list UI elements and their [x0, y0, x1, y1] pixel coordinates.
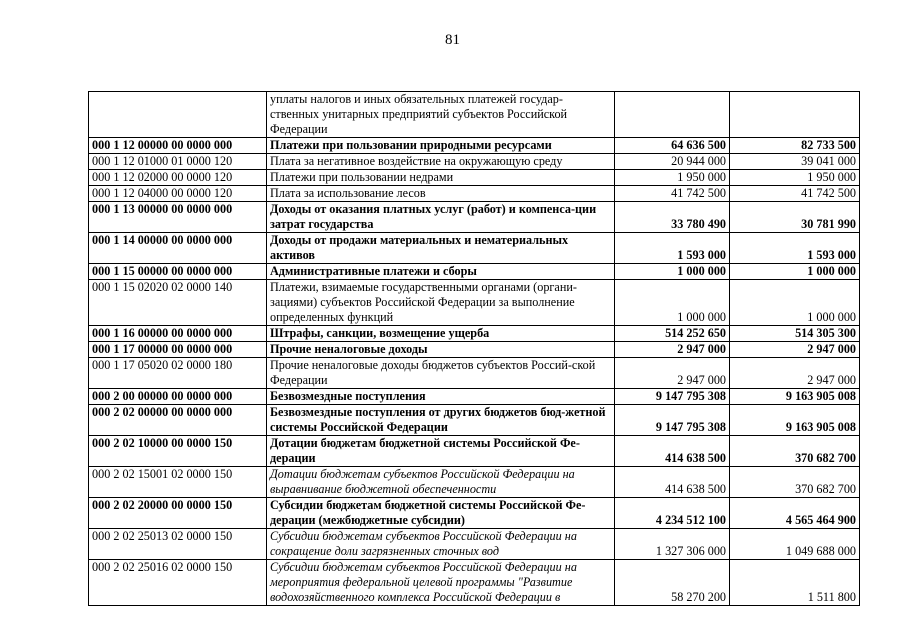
value-year1-cell: 58 270 200 [615, 560, 730, 606]
value-year1-cell: 414 638 500 [615, 467, 730, 498]
value-year2-cell: 2 947 000 [730, 342, 860, 358]
budget-code-cell: 000 1 12 01000 01 0000 120 [89, 154, 267, 170]
value-year1-cell: 1 593 000 [615, 233, 730, 264]
value-year1-cell: 414 638 500 [615, 436, 730, 467]
value-year1-cell: 41 742 500 [615, 186, 730, 202]
budget-code-cell: 000 2 02 25016 02 0000 150 [89, 560, 267, 606]
item-name-cell: Безвозмездные поступления [267, 389, 615, 405]
table-row [89, 186, 860, 202]
item-name-cell: Прочие неналоговые доходы бюджетов субъектов Россий-ской Федерации [267, 358, 615, 389]
item-name-cell: Плата за использование лесов [267, 186, 615, 202]
value-year1-cell: 1 327 306 000 [615, 529, 730, 560]
budget-code-cell: 000 2 02 10000 00 0000 150 [89, 436, 267, 467]
value-year1-cell: 1 950 000 [615, 170, 730, 186]
value-year2-cell: 4 565 464 900 [730, 498, 860, 529]
item-name-cell: Штрафы, санкции, возмещение ущерба [267, 326, 615, 342]
table-row [89, 467, 860, 498]
value-year2-cell: 1 511 800 [730, 560, 860, 606]
table-row [89, 280, 860, 326]
value-year2-cell: 9 163 905 008 [730, 405, 860, 436]
value-year1-cell: 2 947 000 [615, 358, 730, 389]
value-year1-cell: 9 147 795 308 [615, 405, 730, 436]
item-name-cell: Доходы от продажи материальных и нематериальных активов [267, 233, 615, 264]
table-row [89, 264, 860, 280]
value-year2-cell: 39 041 000 [730, 154, 860, 170]
value-year2-cell: 1 000 000 [730, 280, 860, 326]
item-name-cell: Субсидии бюджетам субъектов Российской Федерации на мероприятия федеральной целевой программы "Развитие водохозяйственного комплекса Российской Федерации в [267, 560, 615, 606]
table-row [89, 233, 860, 264]
budget-table-body [89, 92, 860, 606]
value-year1-cell: 514 252 650 [615, 326, 730, 342]
value-year2-cell: 30 781 990 [730, 202, 860, 233]
budget-code-cell: 000 1 13 00000 00 0000 000 [89, 202, 267, 233]
value-year2-cell: 1 049 688 000 [730, 529, 860, 560]
item-name-cell: Платежи при пользовании недрами [267, 170, 615, 186]
budget-table [88, 91, 860, 606]
budget-code-cell: 000 1 14 00000 00 0000 000 [89, 233, 267, 264]
table-row [89, 92, 860, 138]
budget-code-cell: 000 1 17 05020 02 0000 180 [89, 358, 267, 389]
table-row [89, 529, 860, 560]
value-year2-cell: 1 593 000 [730, 233, 860, 264]
value-year1-cell: 64 636 500 [615, 138, 730, 154]
budget-code-cell: 000 2 02 15001 02 0000 150 [89, 467, 267, 498]
table-row [89, 342, 860, 358]
value-year1-cell: 33 780 490 [615, 202, 730, 233]
value-year2-cell: 2 947 000 [730, 358, 860, 389]
item-name-cell: Платежи, взимаемые государственными органами (органи-зациями) субъектов Российской Федерации за выполнение определенных функций [267, 280, 615, 326]
table-row [89, 138, 860, 154]
budget-code-cell: 000 1 17 00000 00 0000 000 [89, 342, 267, 358]
value-year1-cell: 2 947 000 [615, 342, 730, 358]
item-name-cell: Административные платежи и сборы [267, 264, 615, 280]
value-year2-cell: 370 682 700 [730, 467, 860, 498]
budget-code-cell: 000 2 00 00000 00 0000 000 [89, 389, 267, 405]
budget-code-cell: 000 2 02 25013 02 0000 150 [89, 529, 267, 560]
item-name-cell: Субсидии бюджетам субъектов Российской Федерации на сокращение доли загрязненных сточных вод [267, 529, 615, 560]
value-year2-cell: 1 000 000 [730, 264, 860, 280]
table-row [89, 358, 860, 389]
table-row [89, 498, 860, 529]
item-name-cell: Платежи при пользовании природными ресурсами [267, 138, 615, 154]
budget-code-cell: 000 2 02 00000 00 0000 000 [89, 405, 267, 436]
table-row [89, 389, 860, 405]
table-row [89, 326, 860, 342]
value-year2-cell: 9 163 905 008 [730, 389, 860, 405]
item-name-cell: Безвозмездные поступления от других бюджетов бюд-жетной системы Российской Федерации [267, 405, 615, 436]
table-row [89, 560, 860, 606]
budget-code-cell: 000 1 12 02000 00 0000 120 [89, 170, 267, 186]
value-year2-cell: 82 733 500 [730, 138, 860, 154]
budget-code-cell: 000 1 15 02020 02 0000 140 [89, 280, 267, 326]
value-year1-cell [615, 92, 730, 138]
budget-code-cell: 000 1 16 00000 00 0000 000 [89, 326, 267, 342]
value-year1-cell: 1 000 000 [615, 280, 730, 326]
budget-code-cell: 000 1 12 00000 00 0000 000 [89, 138, 267, 154]
table-row [89, 154, 860, 170]
budget-code-cell [89, 92, 267, 138]
value-year1-cell: 20 944 000 [615, 154, 730, 170]
item-name-cell: Прочие неналоговые доходы [267, 342, 615, 358]
budget-code-cell: 000 1 12 04000 00 0000 120 [89, 186, 267, 202]
table-row [89, 436, 860, 467]
item-name-cell: Доходы от оказания платных услуг (работ) и компенса-ции затрат государства [267, 202, 615, 233]
budget-code-cell: 000 1 15 00000 00 0000 000 [89, 264, 267, 280]
value-year1-cell: 9 147 795 308 [615, 389, 730, 405]
budget-code-cell: 000 2 02 20000 00 0000 150 [89, 498, 267, 529]
item-name-cell: Плата за негативное воздействие на окружающую среду [267, 154, 615, 170]
page-number: 81 [445, 32, 460, 48]
item-name-cell: уплаты налогов и иных обязательных платежей государ-ственных унитарных предприятий субъектов Российской Федерации [267, 92, 615, 138]
item-name-cell: Субсидии бюджетам бюджетной системы Российской Фе-дерации (межбюджетные субсидии) [267, 498, 615, 529]
value-year2-cell: 514 305 300 [730, 326, 860, 342]
value-year2-cell: 1 950 000 [730, 170, 860, 186]
item-name-cell: Дотации бюджетам бюджетной системы Российской Фе-дерации [267, 436, 615, 467]
value-year2-cell: 41 742 500 [730, 186, 860, 202]
table-row [89, 405, 860, 436]
table-row [89, 202, 860, 233]
value-year1-cell: 4 234 512 100 [615, 498, 730, 529]
table-row [89, 170, 860, 186]
value-year1-cell: 1 000 000 [615, 264, 730, 280]
value-year2-cell: 370 682 700 [730, 436, 860, 467]
item-name-cell: Дотации бюджетам субъектов Российской Федерации на выравнивание бюджетной обеспеченности [267, 467, 615, 498]
value-year2-cell [730, 92, 860, 138]
